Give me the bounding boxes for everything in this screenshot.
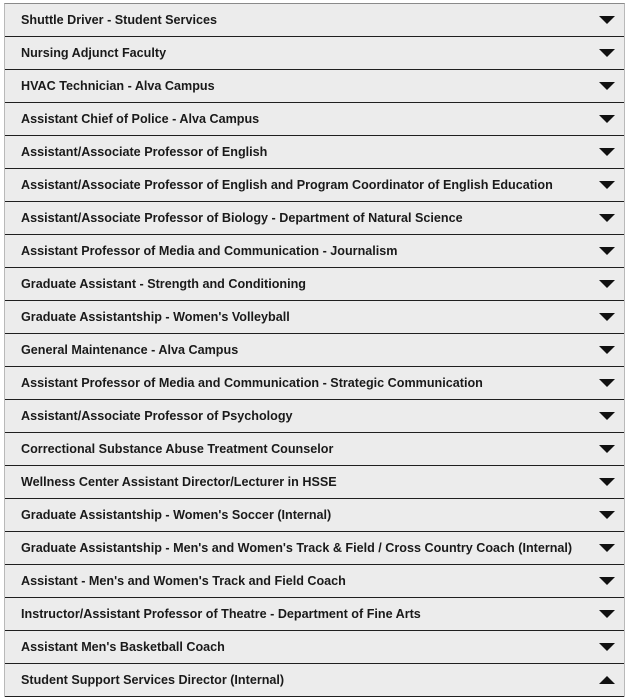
chevron-down-icon[interactable] (599, 379, 615, 387)
accordion-item[interactable] (5, 433, 624, 466)
accordion-item[interactable] (5, 136, 624, 169)
chevron-down-icon[interactable] (599, 610, 615, 618)
accordion-item-title: Assistant - Men's and Women's Track and Field Coach (21, 574, 346, 588)
accordion-item-title: Instructor/Assistant Professor of Theatre - Department of Fine Arts (21, 607, 421, 621)
accordion-item-title: Graduate Assistant - Strength and Conditioning (21, 277, 306, 291)
accordion-item-title: Assistant Professor of Media and Communication - Strategic Communication (21, 376, 483, 390)
accordion-item-title: Assistant/Associate Professor of Biology - Department of Natural Science (21, 211, 463, 225)
accordion-item[interactable] (5, 268, 624, 301)
accordion-item[interactable] (5, 103, 624, 136)
accordion-item-title: Graduate Assistantship - Men's and Women's Track & Field / Cross Country Coach (Internal) (21, 541, 573, 555)
accordion-item-title: Assistant/Associate Professor of English (21, 145, 268, 159)
job-listings-accordion (4, 3, 625, 697)
accordion-item[interactable] (5, 4, 624, 37)
accordion-item-title: Shuttle Driver - Student Services (21, 13, 217, 27)
accordion-item[interactable] (5, 70, 624, 103)
chevron-down-icon[interactable] (599, 577, 615, 585)
accordion-item-title: Assistant Men's Basketball Coach (21, 640, 225, 654)
chevron-up-icon[interactable] (599, 676, 615, 684)
chevron-down-icon[interactable] (599, 346, 615, 354)
chevron-down-icon[interactable] (599, 280, 615, 288)
accordion-item-title: Nursing Adjunct Faculty (21, 46, 167, 60)
chevron-down-icon[interactable] (599, 247, 615, 255)
accordion-item-title: Assistant/Associate Professor of English and Program Coordinator of English Education (21, 178, 553, 192)
accordion-item-title: Graduate Assistantship - Women's Soccer (Internal) (21, 508, 332, 522)
accordion-item[interactable] (5, 367, 624, 400)
accordion-item[interactable] (5, 235, 624, 268)
accordion-item[interactable] (5, 169, 624, 202)
chevron-down-icon[interactable] (599, 214, 615, 222)
chevron-down-icon[interactable] (599, 643, 615, 651)
accordion-item-title: Wellness Center Assistant Director/Lecturer in HSSE (21, 475, 337, 489)
accordion-item[interactable] (5, 202, 624, 235)
chevron-down-icon[interactable] (599, 313, 615, 321)
chevron-down-icon[interactable] (599, 445, 615, 453)
accordion-item-title: Assistant Chief of Police - Alva Campus (21, 112, 260, 126)
accordion-item[interactable] (5, 565, 624, 598)
accordion-item-title: Assistant Professor of Media and Communication - Journalism (21, 244, 398, 258)
accordion-item-title: Correctional Substance Abuse Treatment Counselor (21, 442, 334, 456)
chevron-down-icon[interactable] (599, 82, 615, 90)
accordion-item[interactable] (5, 301, 624, 334)
chevron-down-icon[interactable] (599, 544, 615, 552)
accordion-item[interactable] (5, 334, 624, 367)
accordion-item-title: Assistant/Associate Professor of Psychology (21, 409, 293, 423)
accordion-item[interactable] (5, 37, 624, 70)
chevron-down-icon[interactable] (599, 49, 615, 57)
chevron-down-icon[interactable] (599, 115, 615, 123)
accordion-item[interactable] (5, 400, 624, 433)
accordion-item-title: General Maintenance - Alva Campus (21, 343, 239, 357)
accordion-item[interactable] (5, 664, 624, 697)
accordion-item-title: Student Support Services Director (Internal) (21, 673, 285, 687)
accordion-item[interactable] (5, 499, 624, 532)
chevron-down-icon[interactable] (599, 16, 615, 24)
accordion-item-title: Graduate Assistantship - Women's Volleyball (21, 310, 290, 324)
accordion-item[interactable] (5, 532, 624, 565)
chevron-down-icon[interactable] (599, 511, 615, 519)
chevron-down-icon[interactable] (599, 148, 615, 156)
chevron-down-icon[interactable] (599, 478, 615, 486)
accordion-item[interactable] (5, 466, 624, 499)
accordion-item[interactable] (5, 598, 624, 631)
accordion-item-title: HVAC Technician - Alva Campus (21, 79, 215, 93)
chevron-down-icon[interactable] (599, 412, 615, 420)
chevron-down-icon[interactable] (599, 181, 615, 189)
accordion-item[interactable] (5, 631, 624, 664)
